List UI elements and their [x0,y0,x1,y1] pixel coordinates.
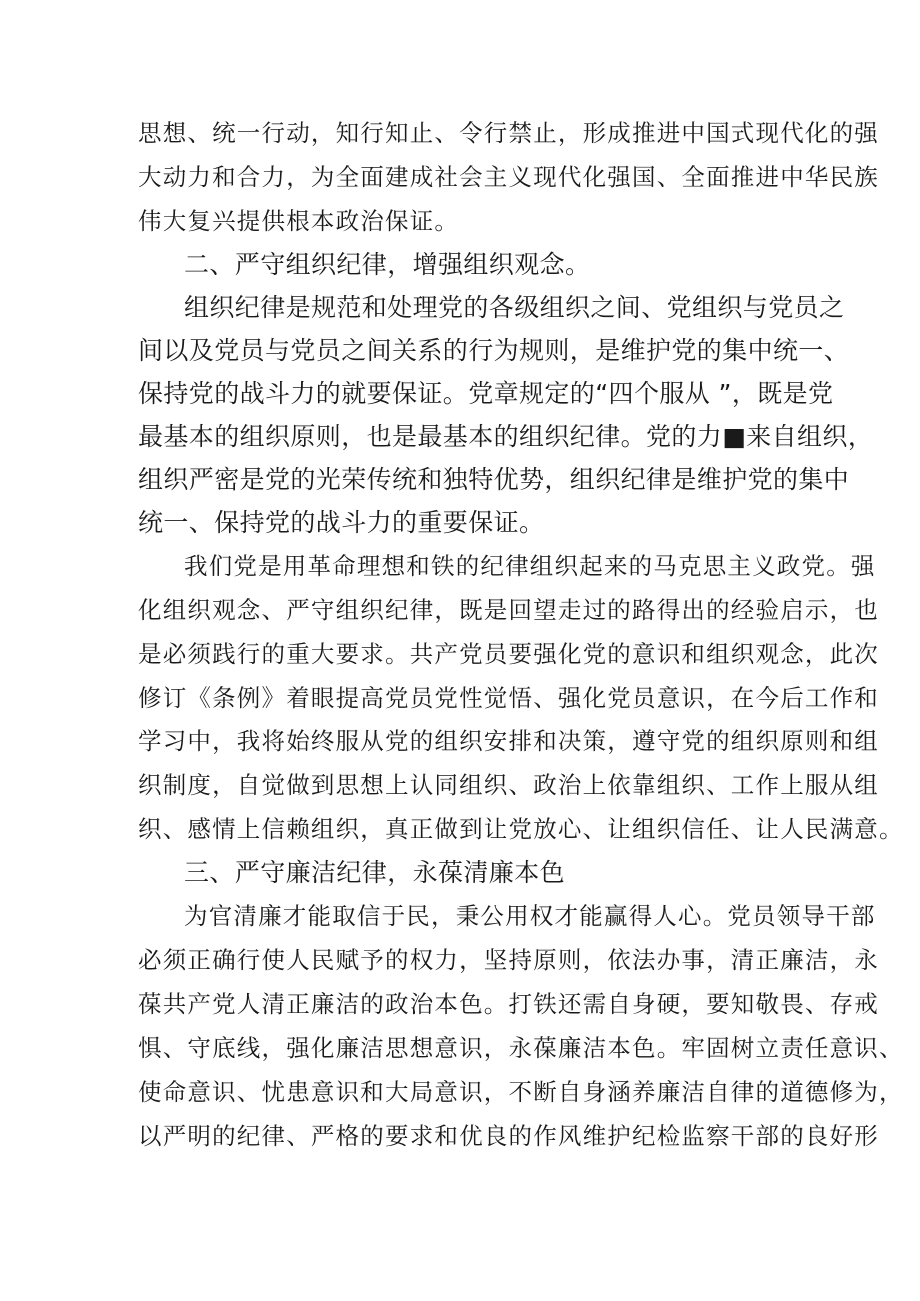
emphasis-line: 统一、保持党的战斗力的重要保证。 [138,508,545,537]
emphasis-line: 组织严密是党的光荣传统和独特优势，组织纪律是维护党的集中 [138,465,850,494]
text-line: 惧、守底线，强化廉洁思想意识，永葆廉洁本色。牢固树立责任意识、 [138,1034,904,1062]
text-line: 我们党是用革命理想和铁的纪律组织起来的马克思主义政党。强 [184,552,876,580]
emphasis-line: 最基本的组织原则，也是最基本的组织纪律。党的力■来自组织， [138,422,874,451]
text-line: 使命意识、忧患意识和大局意识，不断自身涵养廉洁自律的道德修为， [138,1078,904,1106]
text-line: 学习中，我将始终服从党的组织安排和决策，遵守党的组织原则和组 [138,727,879,755]
text-line: 思想、统一行动，知行知止、令行禁止，形成推进中国式现代化的强 [138,119,879,147]
text-line: 织制度，自觉做到思想上认同组织、政治上依靠组织、工作上服从组 [138,771,879,799]
text-line: 修订《条例》着眼提高党员党性觉悟、强化党员意识，在今后工作和 [138,684,879,712]
text-line: 伟大复兴提供根本政治保证。 [138,207,460,235]
text-line: 大动力和合力，为全面建成社会主义现代化强国、全面推进中华民族 [138,163,879,191]
emphasis-line: 组织纪律是规范和处理党的各级组织之间、党组织与党员之 [184,293,845,322]
text-line: 以严明的纪律、严格的要求和优良的作风维护纪检监察干部的良好形 [138,1122,879,1150]
text-line: 是必须践行的重大要求。共产党员要强化党的意识和组织观念，此次 [138,640,879,668]
text-line: 织、感情上信赖组织，真正做到让党放心、让组织信任、让人民满意。 [138,815,904,843]
section-heading: 三、严守廉洁纪律，永葆清廉本色 [184,858,566,887]
emphasis-line: 间以及党员与党员之间关系的行为规则，是维护党的集中统一、 [138,336,850,365]
text-line: 化组织观念、严守组织纪律，既是回望走过的路得出的经验启示，也 [138,596,879,624]
emphasis-line: 保持党的战斗力的就要保证。党章规定的“四个服从 ”，既是党 [138,379,834,408]
text-line: 葆共产党人清正廉洁的政治本色。打铁还需自身硬，要知敬畏、存戒 [138,990,879,1018]
text-line: 必须正确行使人民赋予的权力，坚持原则，依法办事，清正廉洁，永 [138,946,879,974]
section-heading: 二、严守组织纪律，增强组织观念。 [184,250,591,279]
text-line: 为官清廉才能取信于民，秉公用权才能赢得人心。党员领导干部 [184,902,876,930]
